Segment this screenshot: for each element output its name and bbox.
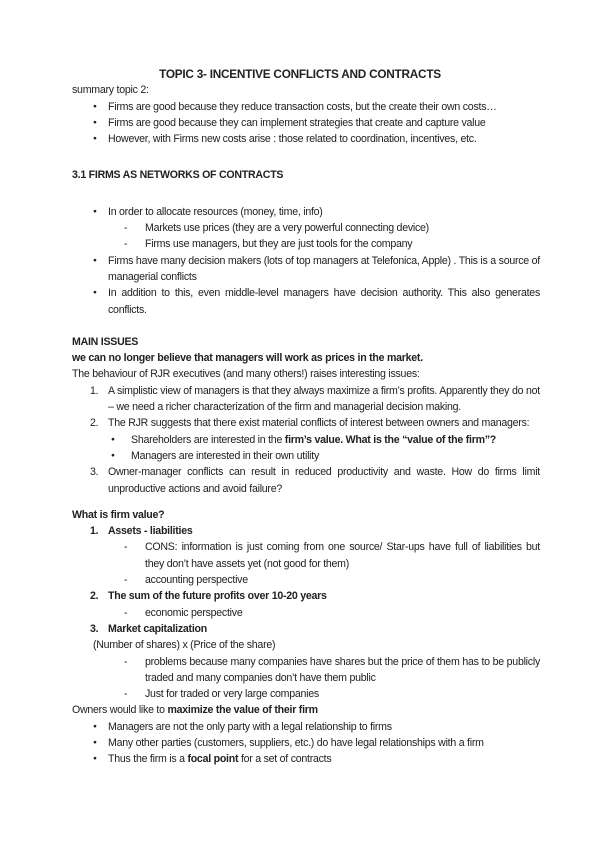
list-item: [72, 686, 540, 702]
number-marker: 3.: [90, 622, 99, 635]
dash-marker: -: [124, 688, 128, 701]
dash-marker: -: [124, 655, 128, 668]
bullet-marker: ●: [93, 207, 97, 215]
list-item-text: Just for traded or very large companies: [145, 688, 319, 701]
text-segment-bold: focal point: [187, 753, 239, 766]
list-item-text: Firms have many decision makers (lots of top managers at Telefonica, Apple) . This is a source of managerial conflicts: [108, 254, 540, 283]
list-item: [72, 572, 540, 588]
text-segment: Thus the firm is a: [108, 753, 188, 766]
text-segment-bold: firm’s value. What is the “value of the firm”?: [284, 433, 497, 446]
lead-statement: [72, 702, 540, 718]
dash-marker: -: [124, 238, 128, 251]
number-marker: 1.: [90, 525, 99, 538]
bullet-marker: ●: [93, 722, 97, 730]
text-segment: Shareholders are interested in the: [131, 433, 285, 446]
text-segment: Owners would like to: [72, 704, 168, 717]
text-segment-bold: maximize the value of their firm: [167, 704, 318, 717]
bullet-marker: ●: [93, 118, 97, 126]
section-heading: 3.1 FIRMS AS NETWORKS OF CONTRACTS: [72, 169, 284, 182]
list-item: [72, 539, 540, 572]
numbered-item: [72, 621, 540, 637]
numbered-item: [72, 415, 540, 431]
dash-marker: -: [124, 222, 128, 235]
number-marker: 2.: [90, 590, 99, 603]
number-marker: 3.: [90, 466, 99, 479]
numbered-item: [72, 383, 540, 416]
list-item-text: In order to allocate resources (money, time, info): [108, 205, 323, 218]
list-item-text: However, with Firms new costs arise : those related to coordination, incentives, etc.: [108, 133, 477, 146]
list-item-text: Managers are not the only party with a legal relationship to firms: [108, 720, 392, 733]
numbered-item-text: The sum of the future profits over 10-20 years: [108, 590, 327, 603]
list-item: [72, 99, 540, 115]
list-item-text: [131, 432, 540, 448]
list-item-text: problems because many companies have shares but the price of them has to be publicly traded and many companies don’t have them public: [145, 655, 540, 684]
list-item: [72, 654, 540, 687]
list-item-text: Firms are good because they can implement strategies that create and capture value: [108, 116, 486, 129]
dash-marker: -: [124, 574, 128, 587]
list-item: [72, 719, 540, 735]
lead-statement: The behaviour of RJR executives (and many others!) raises interesting issues:: [72, 368, 420, 381]
list-item-text: Markets use prices (they are a very powerful connecting device): [145, 222, 429, 235]
bullet-marker: ●: [93, 755, 97, 763]
list-item: [72, 432, 540, 448]
list-item-text: Firms use managers, but they are just tools for the company: [145, 238, 413, 251]
section-heading: What is firm value?: [72, 508, 165, 521]
numbered-item-text: Owner-manager conflicts can result in reduced productivity and waste. How do firms limit unproductive actions and avoid failure?: [108, 466, 540, 495]
numbered-item: [72, 523, 540, 539]
numbered-item: [72, 464, 540, 497]
bullet-marker: ●: [93, 256, 97, 264]
number-marker: 2.: [90, 417, 99, 430]
list-item-text: [108, 751, 540, 767]
list-item: [72, 220, 540, 236]
bullet-marker: ●: [93, 135, 97, 143]
list-item-text: Managers are interested in their own utility: [131, 449, 320, 462]
bullet-marker: ●: [111, 435, 115, 443]
list-item: [72, 448, 540, 464]
list-item-text: accounting perspective: [145, 574, 248, 587]
text-segment: for a set of contracts: [238, 753, 332, 766]
list-item: [72, 236, 540, 252]
list-item: [72, 131, 540, 147]
numbered-item-text: Assets - liabilities: [108, 525, 193, 538]
list-item: [72, 115, 540, 131]
numbered-item-text: Market capitalization: [108, 622, 207, 635]
list-item: [72, 253, 540, 286]
section-heading: MAIN ISSUES: [72, 335, 139, 348]
list-item: [72, 735, 540, 751]
dash-marker: -: [124, 606, 128, 619]
number-marker: 1.: [90, 384, 99, 397]
list-item: [72, 751, 540, 767]
numbered-item-text: The RJR suggests that there exist material conflicts of interest between owners and managers:: [108, 417, 530, 430]
lead-statement: we can no longer believe that managers will work as prices in the market.: [72, 352, 423, 365]
bullet-marker: ●: [93, 289, 97, 297]
bullet-marker: ●: [93, 102, 97, 110]
dash-marker: -: [124, 541, 128, 554]
list-item: [72, 204, 540, 220]
list-item-text: economic perspective: [145, 606, 243, 619]
numbered-item-text: A simplistic view of managers is that they always maximize a firm’s profits. Apparently they do not – we need a richer characterization of the firm and managerial decision making.: [108, 384, 540, 414]
list-item-text: Many other parties (customers, suppliers, etc.) do have legal relationships with a firm: [108, 736, 484, 749]
bullet-marker: ●: [111, 451, 115, 459]
bullet-marker: ●: [93, 738, 97, 746]
list-item-text: CONS: information is just coming from one source/ Star-ups have full of liabilities but they don’t have assets yet (not good for them): [145, 541, 540, 570]
formula-line: (Number of shares) x (Price of the share): [93, 639, 276, 652]
list-item-text: Firms are good because they reduce transaction costs, but the create their own costs…: [108, 100, 497, 113]
page-title: TOPIC 3- INCENTIVE CONFLICTS AND CONTRACTS: [159, 67, 441, 81]
list-item: [72, 605, 540, 621]
summary-label: summary topic 2:: [72, 84, 149, 97]
list-item: [72, 285, 540, 318]
list-item-text: In addition to this, even middle-level managers have decision authority. This also generates conflicts.: [108, 287, 540, 316]
numbered-item: [72, 588, 540, 604]
